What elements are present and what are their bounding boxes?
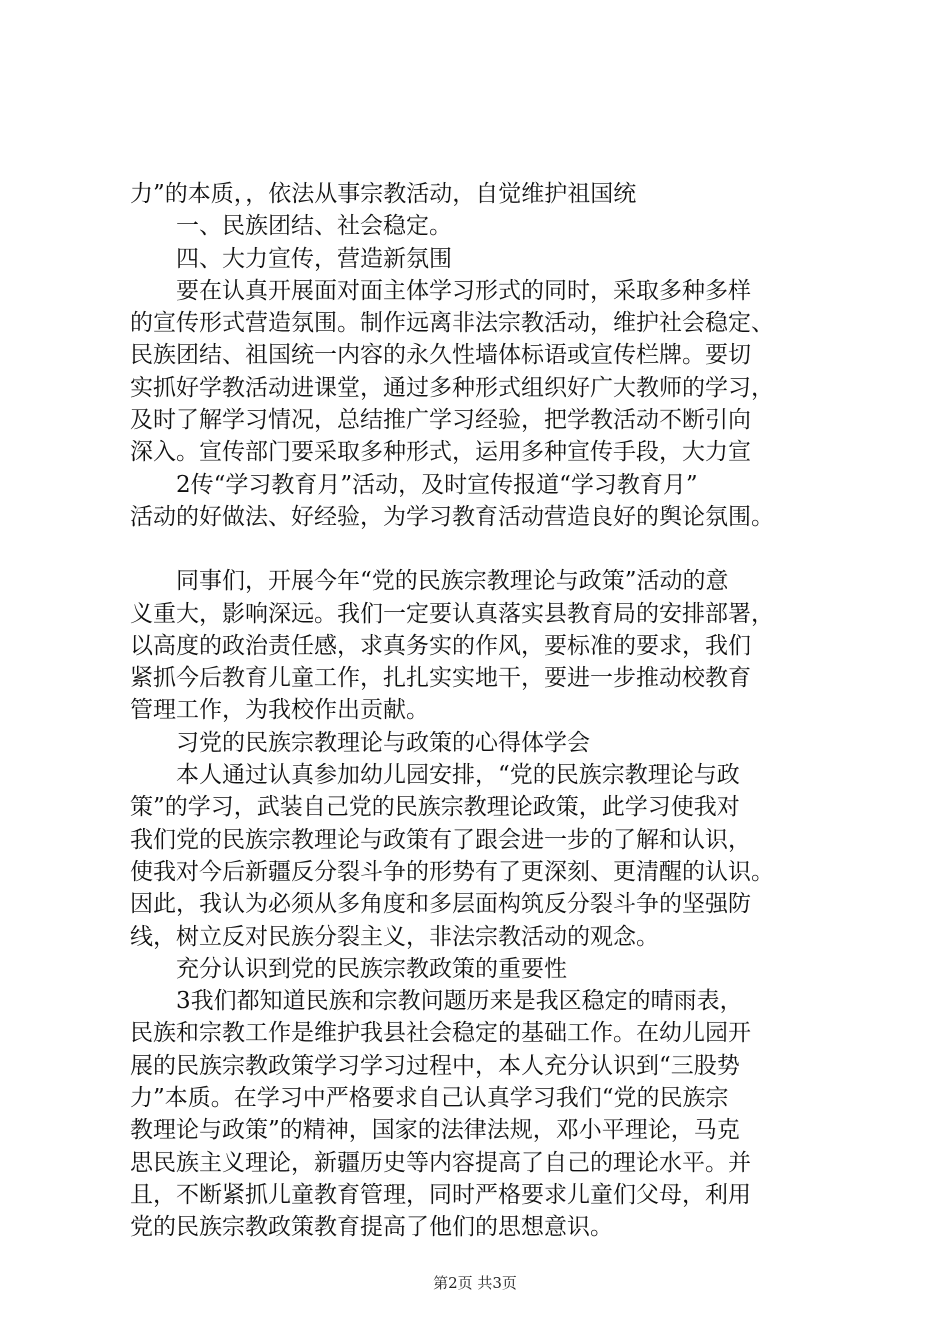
text-line: 习党的民族宗教理论与政策的心得体学会 (176, 729, 590, 756)
text-line: 党的民族宗教政策教育提高了他们的思想意识。 (130, 1214, 613, 1241)
text-line: 实抓好学教活动进课堂，通过多种形式组织好广大教师的学习， (130, 374, 774, 401)
text-line: 民族团结、祖国统一内容的永久性墙体标语或宣传栏牌。要切 (130, 342, 751, 369)
text-line: 我们党的民族宗教理论与政策有了跟会进一步的了解和认识， (130, 826, 751, 853)
text-line: 以高度的政治责任感，求真务实的作风，要标准的要求，我们 (130, 632, 751, 659)
text-line: 2传“学习教育月”活动，及时宣传报道“学习教育月” (176, 471, 698, 498)
text-line: 因此，我认为必须从多角度和多层面构筑反分裂斗争的坚强防 (130, 891, 751, 918)
text-line: 充分认识到党的民族宗教政策的重要性 (176, 955, 567, 982)
text-line: 一、民族团结、社会稳定。 (176, 213, 452, 240)
text-line: 力”的本质，，依法从事宗教活动，自觉维护祖国统 (130, 181, 637, 207)
text-line: 紧抓今后教育儿童工作，扎扎实实地干，要进一步推动校教育 (130, 665, 751, 692)
document-body (130, 178, 850, 1244)
text-line: 策”的学习，武装自己党的民族宗教理论政策，此学习使我对 (130, 794, 740, 821)
text-line: 本人通过认真参加幼儿园安排，“党的民族宗教理论与政 (176, 762, 740, 789)
text-line: 力”本质。在学习中严格要求自己认真学习我们“党的民族宗 (130, 1085, 729, 1112)
text-line: 且，不断紧抓儿童教育管理，同时严格要求儿童们父母，利用 (130, 1181, 751, 1208)
text-line: 线，树立反对民族分裂主义，非法宗教活动的观念。 (130, 923, 659, 950)
text-line: 管理工作，为我校作出贡献。 (130, 697, 429, 724)
text-line: 使我对今后新疆反分裂斗争的形势有了更深刻、更清醒的认识。 (130, 858, 774, 885)
text-line: 四、大力宣传，营造新氛围 (176, 245, 452, 272)
text-line: 义重大，影响深远。我们一定要认真落实县教育局的安排部署， (130, 600, 774, 627)
text-line: 活动的好做法、好经验，为学习教育活动营造良好的舆论氛围。 (130, 503, 774, 530)
text-line: 深入。宣传部门要采取多种形式，运用多种宣传手段，大力宣 (130, 439, 751, 466)
text-line: 要在认真开展面对面主体学习形式的同时，采取多种多样 (176, 277, 751, 304)
text-line: 3我们都知道民族和宗教问题历来是我区稳定的晴雨表， (176, 988, 743, 1015)
text-line: 的宣传形式营造氛围。制作远离非法宗教活动，维护社会稳定、 (130, 310, 774, 337)
text-line: 同事们，开展今年“党的民族宗教理论与政策”活动的意 (176, 568, 729, 595)
text-line: 民族和宗教工作是维护我县社会稳定的基础工作。在幼儿园开 (130, 1020, 751, 1047)
page-footer: 第2页 共3页 (433, 1274, 517, 1292)
text-line: 展的民族宗教政策学习学习过程中，本人充分认识到“三股势 (130, 1052, 740, 1079)
text-line: 教理论与政策”的精神，国家的法律法规，邓小平理论，马克 (130, 1117, 740, 1144)
text-line: 思民族主义理论，新疆历史等内容提高了自己的理论水平。并 (130, 1149, 751, 1176)
text-line: 及时了解学习情况，总结推广学习经验，把学教活动不断引向 (130, 407, 751, 434)
